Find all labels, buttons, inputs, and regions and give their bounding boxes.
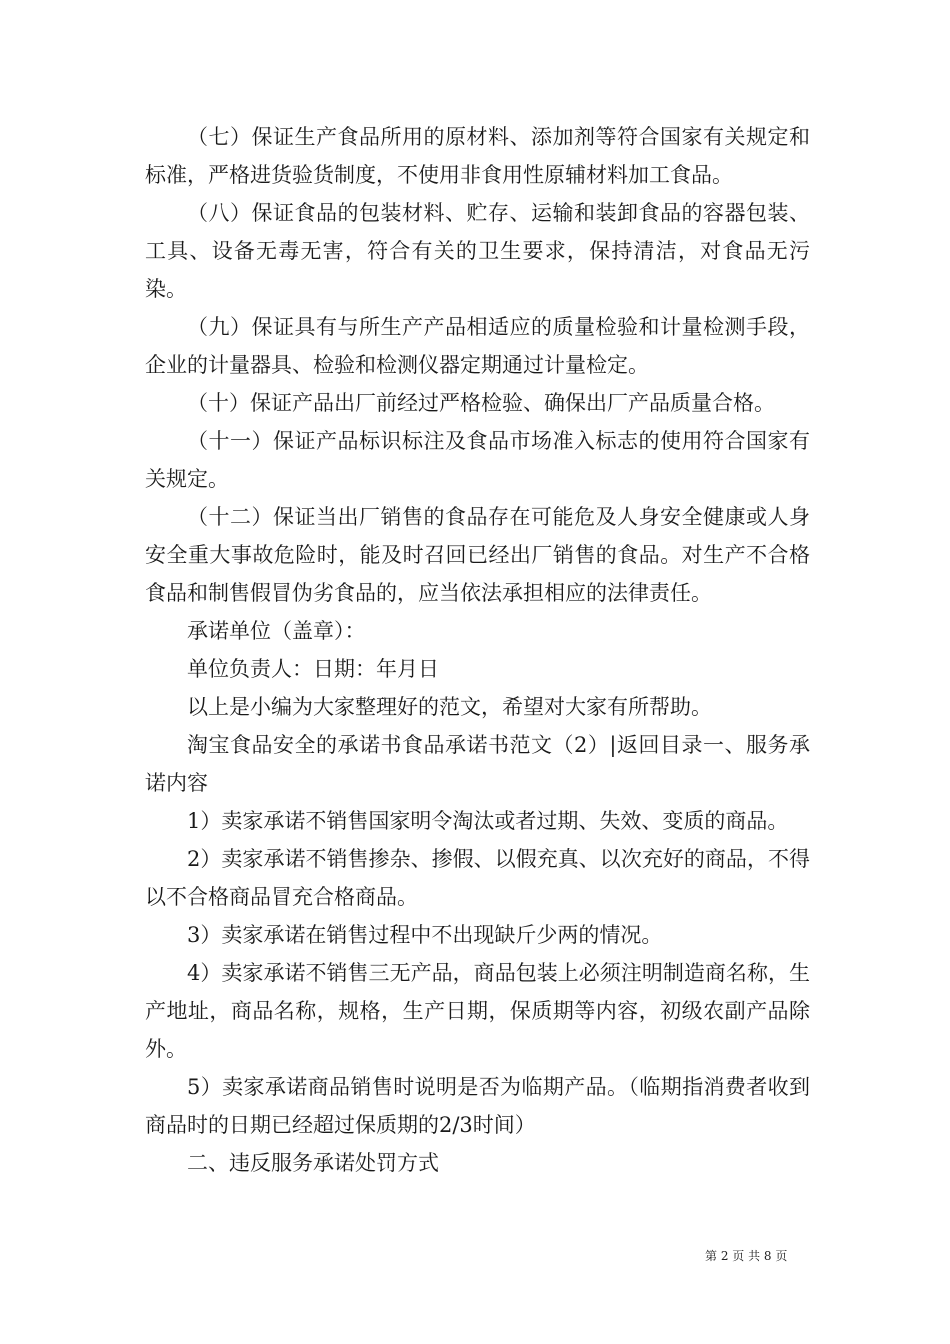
section-heading-service: 淘宝食品安全的承诺书食品承诺书范文（2）|返回目录一、服务承诺内容 (145, 733, 810, 795)
clause-7: （七）保证生产食品所用的原材料、添加剂等符合国家有关规定和标准，严格进货验货制度，不使用非食用性原辅材料加工食品。 (145, 125, 810, 187)
clause-8: （八）保证食品的包装材料、贮存、运输和装卸食品的容器包装、工具、设备无毒无害，符合有关的卫生要求，保持清洁，对食品无污染。 (145, 201, 810, 301)
signature-person-date: 单位负责人：日期：年月日 (187, 657, 439, 681)
clause-12: （十二）保证当出厂销售的食品存在可能危及人身安全健康或人身安全重大事故危险时，能及时召回已经出厂销售的食品。对生产不合格食品和制售假冒伪劣食品的，应当依法承担相应的法律责任。 (145, 505, 810, 605)
closing-note: 以上是小编为大家整理好的范文，希望对大家有所帮助。 (187, 695, 712, 719)
clause-10: （十）保证产品出厂前经过严格检验、确保出厂产品质量合格。 (187, 391, 775, 415)
section-heading-penalty: 二、违反服务承诺处罚方式 (187, 1151, 439, 1175)
service-item-5: 5）卖家承诺商品销售时说明是否为临期产品。（临期指消费者收到商品时的日期已经超过保质期的2/3时间） (145, 1075, 810, 1137)
service-item-4: 4）卖家承诺不销售三无产品，商品包装上必须注明制造商名称，生产地址，商品名称，规格，生产日期，保质期等内容，初级农副产品除外。 (145, 961, 810, 1061)
clause-11: （十一）保证产品标识标注及食品市场准入标志的使用符合国家有关规定。 (145, 429, 810, 491)
page-number: 第 2 页 共 8 页 (705, 1249, 788, 1263)
service-item-3: 3）卖家承诺在销售过程中不出现缺斤少两的情况。 (187, 923, 663, 947)
clause-9: （九）保证具有与所生产产品相适应的质量检验和计量检测手段，企业的计量器具、检验和检测仪器定期通过计量检定。 (145, 315, 810, 377)
service-item-2: 2）卖家承诺不销售掺杂、掺假、以假充真、以次充好的商品，不得以不合格商品冒充合格商品。 (145, 847, 810, 909)
body-text (145, 118, 810, 1182)
signature-unit: 承诺单位（盖章）： (187, 619, 366, 643)
service-item-1: 1）卖家承诺不销售国家明令淘汰或者过期、失效、变质的商品。 (187, 809, 789, 833)
